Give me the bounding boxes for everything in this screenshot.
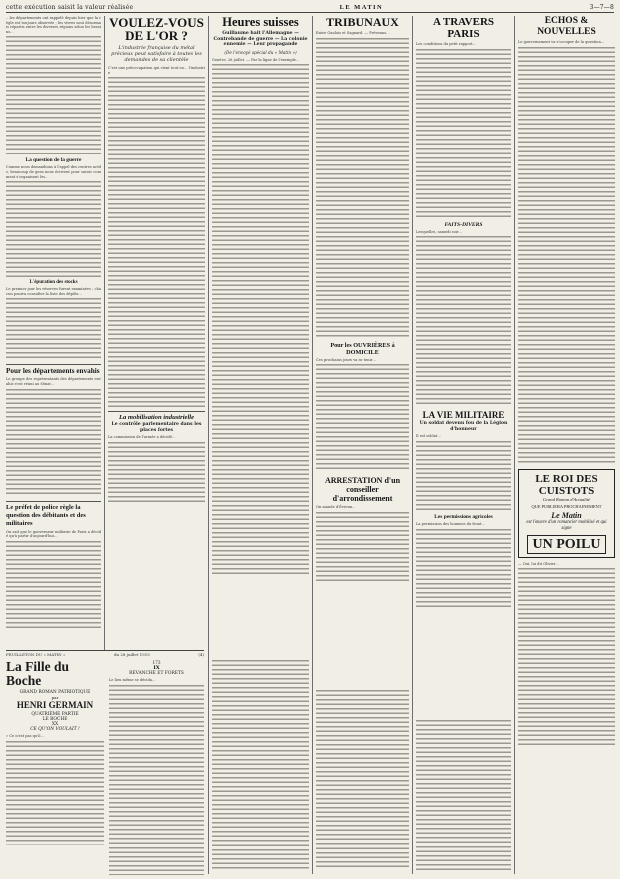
ad-subtitle: Grand Roman d'Actualité <box>542 496 591 502</box>
ad-title: LE ROI DES CUISTOTS <box>535 472 598 497</box>
article-text: On sait que le gouverneur militaire de Paris a décidé qu'à partir d'aujourd'hui… <box>6 529 101 539</box>
article-text: Genève, 26 juillet. — Par la ligne de l'exemple… <box>212 57 300 62</box>
article-text: Le premier jour les réserves furent examinées ; chacun pourra consulter la liste des dépôts… <box>6 287 101 296</box>
section-subheading: Le contrôle parlementaire dans les places fortes <box>111 422 202 433</box>
feuilleton-subheading: REVANCHE ET FORETS <box>129 671 184 676</box>
feuilleton-label: FEUILLETON DU « MATIN » <box>6 652 66 657</box>
article-text-block <box>6 181 101 277</box>
ad-line: QUE PUBLIERA PROCHAINEMENT <box>531 503 602 509</box>
article-text-block <box>108 442 205 502</box>
article-text-block <box>212 660 309 870</box>
header-left-text: cette exécution saisit la valeur réalisée <box>6 3 134 11</box>
article-text: Le gouvernement va s'occuper de la question… <box>518 40 605 44</box>
feuilleton-part: QUATRIÈME PARTIE <box>31 712 79 717</box>
article-text-block <box>6 741 104 845</box>
article-text-block <box>518 47 615 465</box>
section-heading: FAITS-DIVERS <box>444 221 483 228</box>
article-text-block <box>416 529 511 609</box>
headline-subtitle: Guillaume hait l'Allemagne — Contrebande de guerre — La colonie ennemie — Leur propagande <box>213 31 308 48</box>
feuilleton-author: HENRI GERMAIN <box>16 700 94 710</box>
article-text: Il est soldat… <box>416 434 441 439</box>
newspaper-name: LE MATIN <box>339 3 384 11</box>
article-text: Ces prochains jours va se tenir… <box>316 357 377 362</box>
article-text: La permission des hommes du front… <box>416 521 485 526</box>
column-divider <box>312 16 313 874</box>
article-text: Le lieu même se décida… <box>109 678 156 682</box>
section-heading: La mobilisation industrielle <box>108 411 205 421</box>
feuilleton-number: (4) <box>198 652 204 657</box>
article-text: Les conditions du petit rapport… <box>416 42 477 46</box>
feuilleton-col-1 <box>6 660 104 875</box>
headline: ÉCHOS & NOUVELLES <box>537 16 596 37</box>
article-text: La commission de l'armée a décidé… <box>108 435 176 440</box>
feuilleton-genre: GRAND ROMAN PATRIOTIQUE <box>19 690 91 695</box>
article-text-block <box>6 389 101 497</box>
article-text: On mande d'Évreux… <box>316 505 356 510</box>
feuilleton-col-2 <box>109 660 204 875</box>
article-text: Lesquelles, samedi soir… <box>416 229 463 234</box>
headline: TRIBUNAUX <box>326 16 399 29</box>
feuilleton-section <box>6 650 204 874</box>
article-text-block <box>316 512 409 582</box>
article-text-block <box>316 690 409 870</box>
feuilleton-header <box>6 651 204 657</box>
headline: Heures suisses <box>222 16 299 29</box>
article-text-block <box>6 541 101 631</box>
feuilleton-chapter-title: CE QU'ON VOULAIT ! <box>30 727 80 732</box>
headline: A TRAVERS PARIS <box>432 16 495 40</box>
article-text-block <box>518 568 615 748</box>
page-header <box>6 3 614 13</box>
section-heading: L'épuration des stocks <box>29 280 78 286</box>
feuilleton-by: par <box>51 695 59 700</box>
ad-journal: Le Matin <box>551 510 582 520</box>
article-text: Le groupe des représentants des départements envahis s'est réuni au Sénat… <box>6 377 101 386</box>
column-6 <box>518 16 615 874</box>
ad-description: est l'œuvre d'un romancier mobilisé et qui signe <box>526 519 607 531</box>
article-text-block <box>316 38 409 338</box>
ad-author: UN POILU <box>527 535 606 554</box>
feuilleton-title: La Fille du Boche <box>6 659 70 688</box>
section-heading: Pour les départements envahis <box>6 364 101 375</box>
page-number: 3—7—8 <box>589 3 614 11</box>
feuilleton-heading: IX <box>153 665 160 671</box>
section-heading: Les permissions agricoles <box>434 513 493 520</box>
article-text-block <box>416 49 511 219</box>
article-text: Comme nous demandions à l'appel des centres actifs, beaucoup de gens nous écrivent pour savoir comment s'organisent les… <box>6 165 101 179</box>
section-heading: LA VIE MILITAIRE <box>422 410 505 421</box>
section-heading: ARRESTATION d'un conseiller d'arrondissement <box>324 476 401 504</box>
article-text-block <box>416 236 511 406</box>
column-divider <box>412 16 413 874</box>
article-text-block <box>6 298 101 360</box>
article-text-block <box>316 364 409 472</box>
feuilleton-page-number: 173 <box>152 660 161 665</box>
section-heading: La question de la guerre <box>25 157 82 164</box>
feuilleton-date: du 28 juillet 1915 <box>113 652 150 657</box>
article-text-block <box>416 720 511 870</box>
article-text-block <box>416 441 511 511</box>
article-text-block <box>108 77 205 407</box>
headline-kicker: L'industrie française du métal précieux peut satisfaire à toutes les demandes de sa clientèle <box>111 45 202 63</box>
article-text: …les départements ont rappelé depuis hier que la règle est toujours observée ; les vivres sont désormais répartis entre les diverses régions selon les besoins… <box>6 16 101 34</box>
article-text-block <box>109 685 204 875</box>
feuilleton-chapter-sub: LE BOCHE <box>42 717 68 722</box>
article-text-block <box>212 64 309 574</box>
article-text: C'est une préoccupation qui vient tout en… l'industrie <box>108 66 205 75</box>
section-heading: Le préfet de police règle la question des débitants et des militaires <box>6 501 101 528</box>
column-divider <box>208 16 209 874</box>
section-heading: Pour les OUVRIÈRES à DOMICILE <box>330 341 395 356</box>
headline: VOULEZ-VOUS DE L'OR ? <box>109 16 204 43</box>
article-text: — Oui, lui dit Olivier… <box>518 561 560 566</box>
article-text-block <box>6 36 101 154</box>
article-text: « Ce n'est pas qu'il… <box>6 734 45 738</box>
article-text: Entre Gaulois et Sagnard. — Prévenus… <box>316 31 390 35</box>
byline: (De l'envoyé spécial du « Matin ») <box>224 49 297 55</box>
feuilleton-chapter: XX <box>51 722 59 727</box>
column-divider <box>514 16 515 874</box>
section-subheading: Un soldat devenu fou de la Légion d'honneur <box>419 421 508 432</box>
advertisement-box <box>518 469 615 558</box>
